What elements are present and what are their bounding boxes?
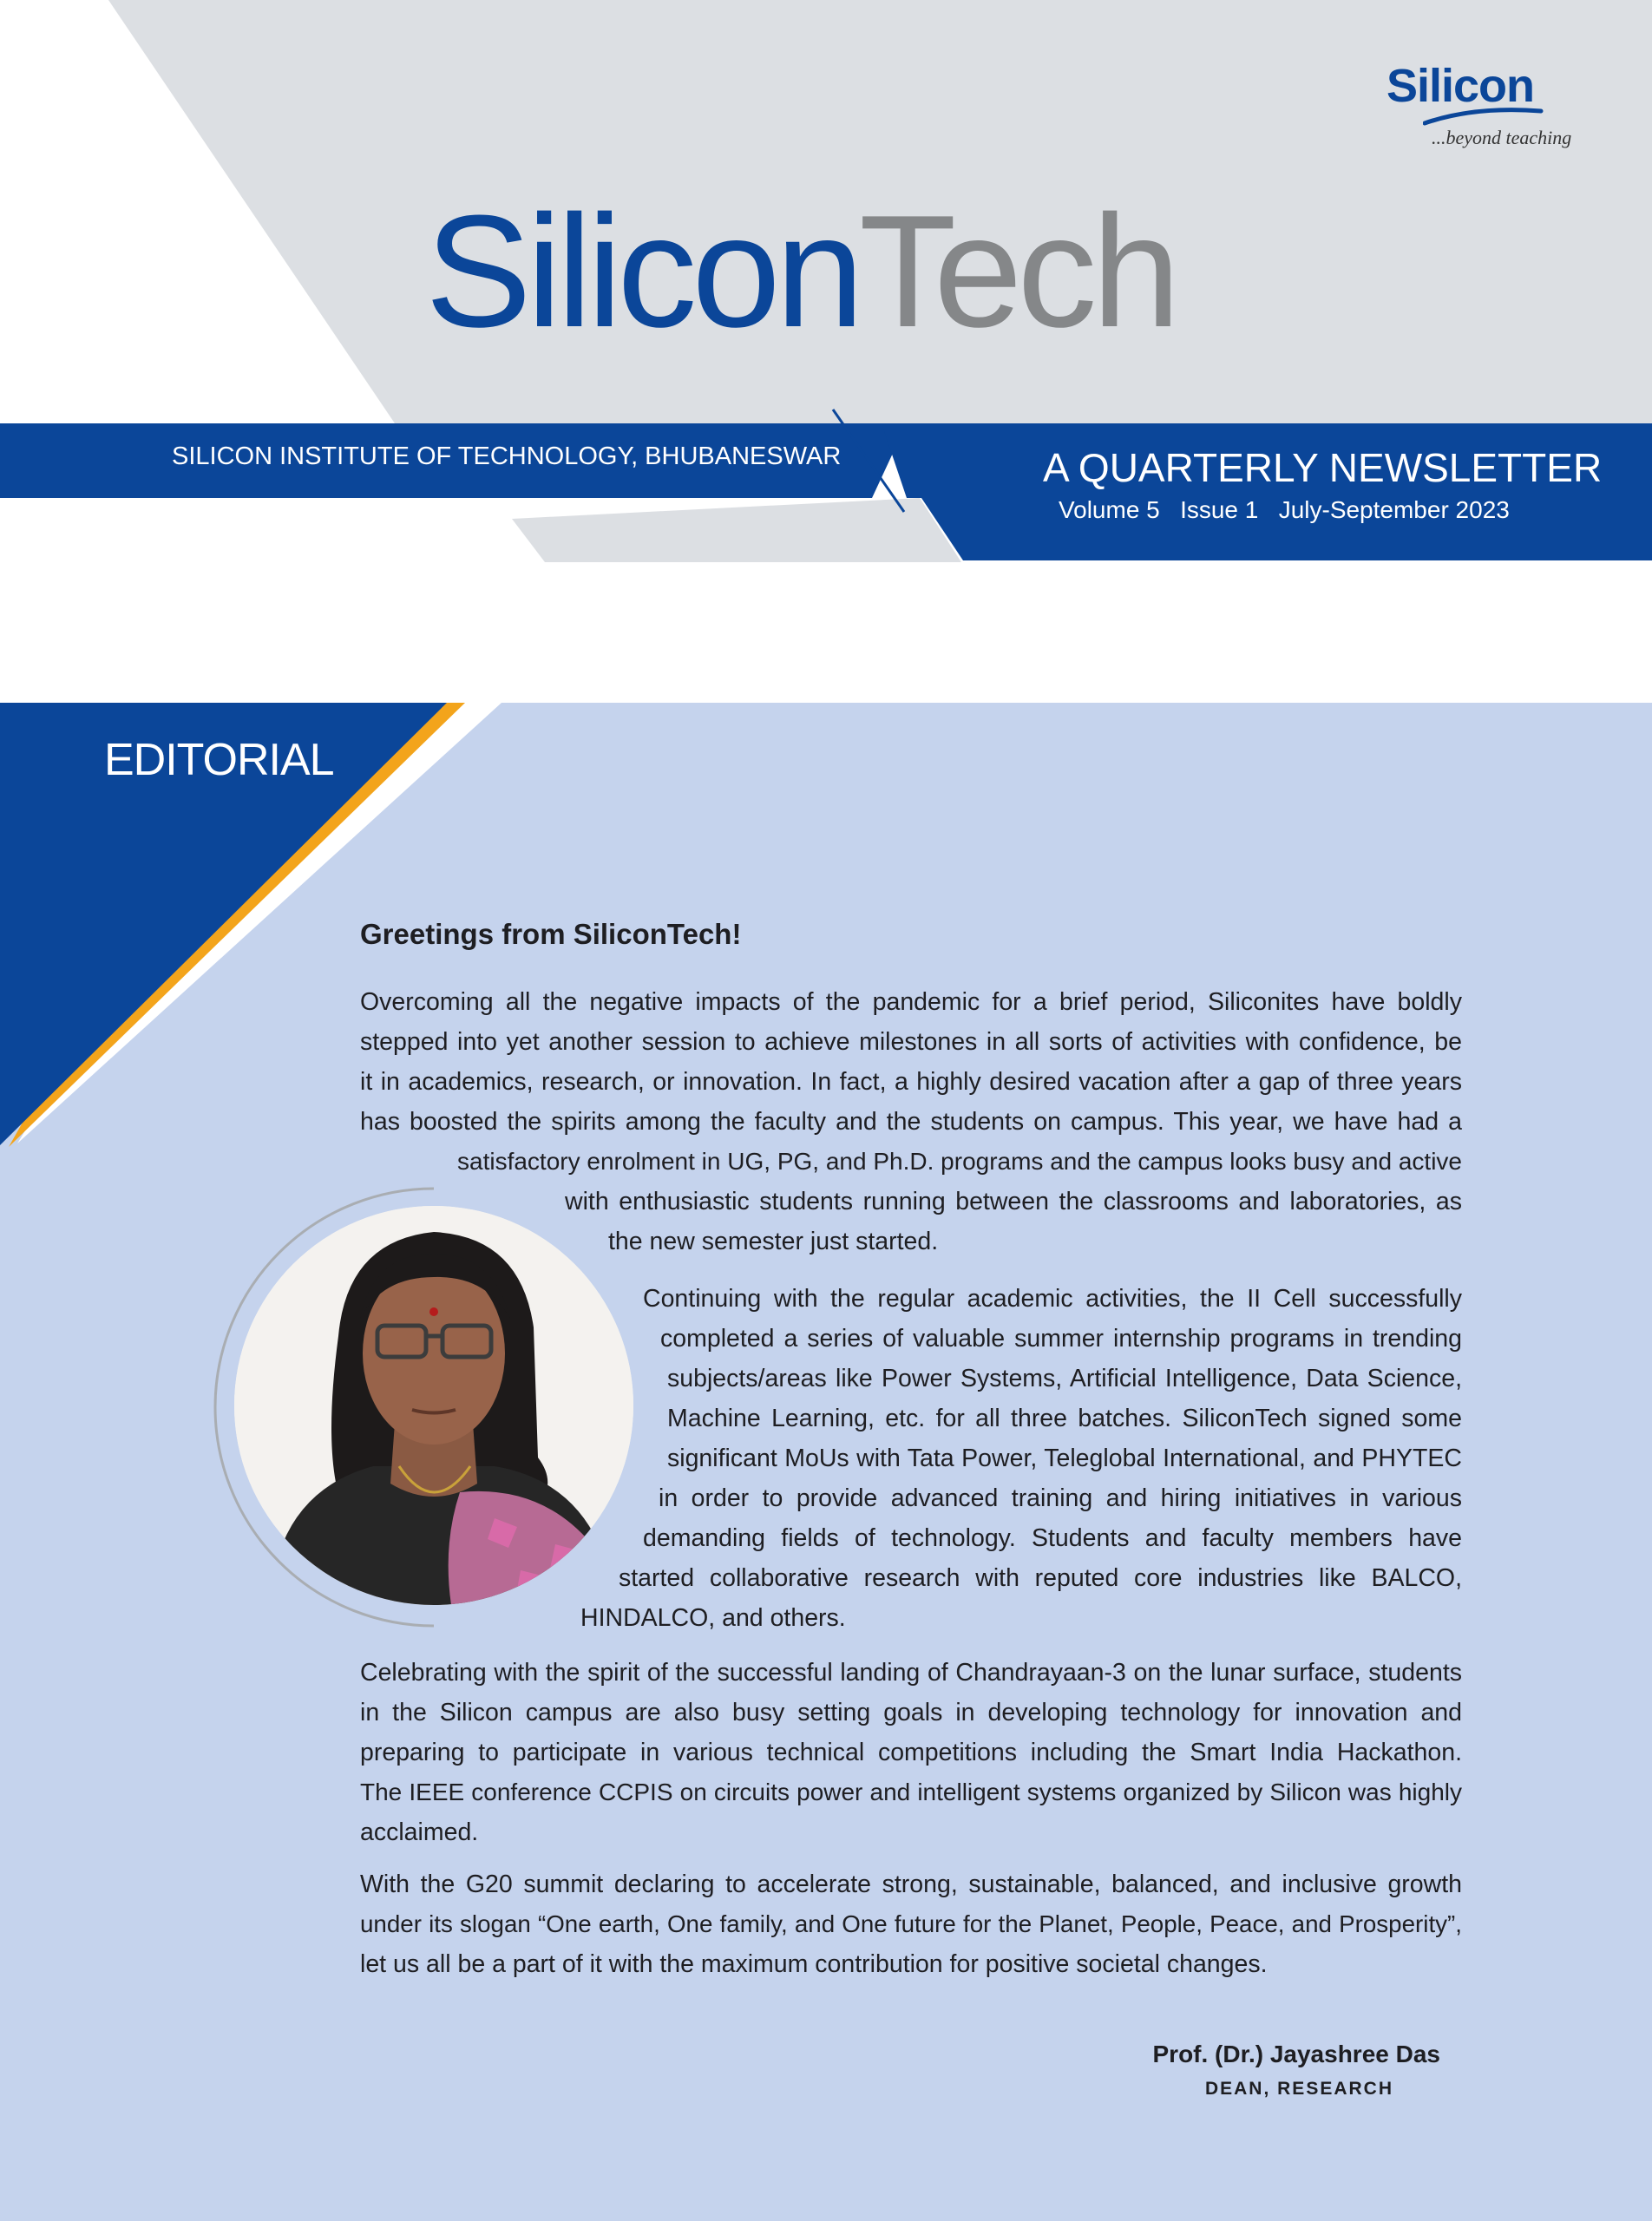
logo-swoosh-icon bbox=[1423, 106, 1544, 128]
text-line: the new semester just started. bbox=[608, 1228, 939, 1255]
signature-name: Prof. (Dr.) Jayashree Das bbox=[1152, 2041, 1440, 2067]
text-line: completed a series of valuable summer internship programs in trending bbox=[660, 1325, 1462, 1353]
text-line: it in academics, research, or innovation. In fact, a highly desired vacation after a gap of three years bbox=[360, 1068, 1462, 1096]
text-line: under its slogan “One earth, One family, and One future for the Planet, People, Peace, and Prosperity”, bbox=[360, 1910, 1462, 1937]
editorial-paragraph-2 bbox=[360, 1279, 1462, 1638]
text-line: with enthusiastic students running between the classrooms and laboratories, as bbox=[565, 1188, 1462, 1215]
editorial-paragraph-4 bbox=[360, 1864, 1462, 1984]
text-line: Machine Learning, etc. for all three batches. SiliconTech signed some bbox=[667, 1405, 1462, 1432]
signature-role: DEAN, RESEARCH bbox=[1204, 2079, 1393, 2099]
text-line: in order to provide advanced training and hiring initiatives in various bbox=[659, 1484, 1462, 1512]
masthead-tech: Tech bbox=[859, 181, 1176, 360]
editorial-heading: EDITORIAL bbox=[104, 735, 334, 785]
text-line: Continuing with the regular academic activities, the II Cell successfully bbox=[643, 1285, 1462, 1313]
text-line: in the Silicon campus are also busy setting goals in developing technology for innovation and bbox=[360, 1699, 1462, 1726]
text-line: The IEEE conference CCPIS on circuits power and intelligent systems organized by Silicon was highly bbox=[360, 1779, 1462, 1805]
text-line: significant MoUs with Tata Power, Teleglobal International, and PHYTEC bbox=[667, 1445, 1462, 1472]
text-line: HINDALCO, and others. bbox=[580, 1604, 846, 1632]
masthead-silicon: Silicon bbox=[425, 181, 860, 360]
text-line: With the G20 summit declaring to accelerate strong, sustainable, balanced, and inclusive growth bbox=[360, 1870, 1462, 1898]
text-line: Celebrating with the spirit of the successful landing of Chandrayaan-3 on the lunar surface, students bbox=[360, 1659, 1462, 1687]
text-line: subjects/areas like Power Systems, Artificial Intelligence, Data Science, bbox=[667, 1365, 1462, 1392]
text-line: Overcoming all the negative impacts of the pandemic for a brief period, Siliconites have boldly bbox=[360, 988, 1462, 1016]
masthead-title bbox=[425, 181, 1176, 360]
silicon-logo-word: Silicon bbox=[1386, 60, 1535, 112]
text-line: demanding fields of technology. Students and faculty members have bbox=[643, 1524, 1462, 1552]
text-line: started collaborative research with reputed core industries like BALCO, bbox=[619, 1564, 1462, 1592]
text-line: stepped into yet another session to achieve milestones in all sorts of activities with confidence, be bbox=[360, 1028, 1462, 1056]
institute-name: SILICON INSTITUTE OF TECHNOLOGY, BHUBANESWAR bbox=[172, 442, 842, 470]
greeting-heading: Greetings from SiliconTech! bbox=[360, 918, 742, 950]
text-line: preparing to participate in various technical competitions including the Smart India Hackathon. bbox=[360, 1739, 1462, 1766]
editorial-paragraph-3 bbox=[360, 1653, 1462, 1852]
text-line: satisfactory enrolment in UG, PG, and Ph.D. programs and the campus looks busy and active bbox=[457, 1148, 1462, 1175]
issue-info: Volume 5 Issue 1 July-September 2023 bbox=[1059, 496, 1510, 523]
text-line: has boosted the spirits among the faculty and the students on campus. This year, we have had a bbox=[360, 1108, 1462, 1136]
logo-tagline: ...beyond teaching bbox=[1432, 127, 1572, 148]
text-line: acclaimed. bbox=[360, 1818, 479, 1846]
text-line: let us all be a part of it with the maximum contribution for positive societal changes. bbox=[360, 1950, 1268, 1978]
newsletter-title: A QUARTERLY NEWSLETTER bbox=[1043, 445, 1603, 490]
